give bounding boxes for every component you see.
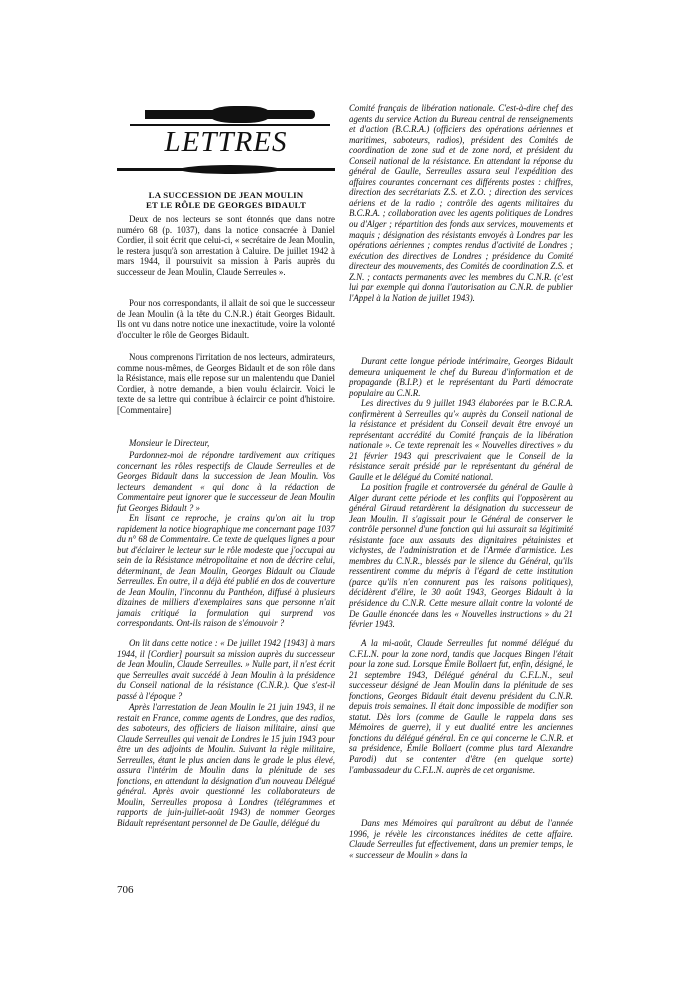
intro-paragraph-1: Deux de nos lecteurs se sont étonnés que dans notre numéro 68 (p. 1037), dans la notice consacrée à Daniel Cordier, il soit écrit que celui-ci, « secrétaire de Jean Moulin, le restera jusqu'à son arrestation à Caluire. De juillet 1942 à mars 1944, il poursuivit sa mission à Paris auprès du successeur de Jean Moulin, Claude Serreules ». <box>117 214 335 277</box>
right-paragraph-4: La position fragile et controversée du général de Gaulle à Alger durant cette période et les conflits qui l'opposèrent au général Giraud retardèrent la désignation du successeur de Jean Moulin. Il s'agissait pour le Général de conserver le contrôle personnel d'une fonction qui lui assurait sa légitimité résistante face aux assauts des dignitaires pétainistes et vichystes, de l'administration et de l'Armée d'armistice. Les membres du C.N.R., blessés par le silence du Général, qu'ils ressentirent comme du mépris à l'égard de cette institution (parce qu'ils n'en connurent pas les raisons politiques), décidèrent d'élire, le 30 août 1943, Georges Bidault à la présidence du C.N.R. Cette mesure allait contre la volonté de De Gaulle énoncée dans les « Nouvelles instructions » du 21 février 1943. <box>349 482 573 630</box>
right-paragraph-2: Durant cette longue période intérimaire, Georges Bidault demeura uniquement le chef du Bureau d'information et de propagande (B.I.P.) et le représentant du Parti démocrate populaire au C.N.R. <box>349 356 573 398</box>
right-paragraph-5: A la mi-août, Claude Serreulles fut nommé délégué du C.F.L.N. pour la zone nord, tandis que Jacques Bingen l'était pour la zone sud. Lorsque Émile Bollaert fut, enfin, désigné, le 21 septembre 1943, Délégué général du C.F.L.N., seul successeur désigné de Jean Moulin dans la plénitude de ses fonctions, Georges Bidault était devenu président du C.N.R. depuis trois semaines. Il était donc impossible de modifier son statut. Dès lors (comme de Gaulle le rappela dans ses Mémoires de guerre), il y eut dualité entre les anciennes fonctions du délégué général. En ce qui concerne le C.N.R. et sa présidence, Émile Bollaert (comme plus tard Alexandre Parodi) dut se contenter d'être (en quelque sorte) l'ambassadeur du C.F.L.N. auprès de cet organisme. <box>349 638 573 775</box>
title-ornament-center <box>210 106 270 123</box>
heading-line-1: LA SUCCESSION DE JEAN MOULIN <box>148 190 304 200</box>
intro-paragraph-2: Pour nos correspondants, il allait de soi que le successeur de Jean Moulin (à la tête du C.N.R.) était Georges Bidault. Ils ont vu dans notre notice une inexactitude, voire la volonté d'occulter le rôle de Georges Bidault. <box>117 298 335 340</box>
heading-line-2: ET LE RÔLE DE GEORGES BIDAULT <box>145 200 307 210</box>
right-paragraph-3: Les directives du 9 juillet 1943 élaborées par le B.C.R.A. confirmèrent à Serreulles qu'« auprès du Conseil national de la résistance et président du Conseil devait être envoyé un représentant accrédité du Comité français de la libération nationale ». Ce texte reprenait les « Nouvelles directives » du 21 février 1943 qui prescrivaient que le Conseil de la résistance serait présidé par le représentant du général de Gaulle et le délégué du Comité national. <box>349 398 573 482</box>
letter-paragraph-4: Après l'arrestation de Jean Moulin le 21 juin 1943, il ne restait en France, comme agents de Londres, que des radios, des saboteurs, des officiers de liaison militaire, ainsi que Claude Serreulles qui venait de Londres le 15 juin 1943 pour être un des adjoints de Moulin. Suivant la règle militaire, Serreulles, étant le plus ancien dans le grade le plus élevé, assura l'intérim de Moulin dans la plénitude de ses fonctions, en attendant la désignation d'un nouveau Délégué général. Après avoir questionné les collaborateurs de Moulin, Serreulles proposa à Londres (télégrammes et rapports de juin-juillet-août 1943) de nommer Georges Bidault représentant personnel de De Gaulle, délégué du <box>117 702 335 829</box>
title-ornament-bottom <box>180 165 280 174</box>
right-paragraph-6: Dans mes Mémoires qui paraîtront au début de l'année 1996, je révèle les circonstances inédites de cette affaire. Claude Serreulles fut effectivement, dans un premier temps, le « successeur de Moulin » dans la <box>349 818 573 860</box>
letter-paragraph-2: En lisant ce reproche, je crains qu'on ait lu trop rapidement la notice biographique me concernant page 1037 du n° 68 de Commentaire. Ce texte de quelques lignes a pour but d'éclairer le lecteur sur le rôle modeste que j'occupai au sein de la Résistance métropolitaine et non de décrire celui, déterminant, de Jean Moulin, Georges Bidault ou Claude Serreulles. En outre, il a déjà été publié en dos de couverture de Jean Moulin, l'inconnu du Panthéon, diffusé à plusieurs dizaines de milliers d'exemplaires sans que personne n'ait jamais critiqué la formulation qui surprend vos correspondants. Ont-ils raison de s'émouvoir ? <box>117 513 335 629</box>
article-heading <box>117 190 335 210</box>
letter-salutation: Monsieur le Directeur, <box>129 438 210 448</box>
section-title: LETTRES <box>164 126 288 158</box>
letter-paragraph-1: Pardonnez-moi de répondre tardivement aux critiques concernant les rôles respectifs de Claude Serreulles et de Georges Bidault dans la succession de Jean Moulin. Vos lecteurs demandent « qui donc à la rédaction de Commentaire peut ignorer que le successeur de Jean Moulin fut Georges Bidault ? » <box>117 450 335 513</box>
right-paragraph-1: Comité français de libération nationale. C'est-à-dire chef des agents du service Action du Bureau central de renseignements et d'action (B.C.R.A.) (officiers des opérations aériennes et maritimes, saboteurs, radios), président des Comités de coordination de zone sud et de zone nord, et président du Conseil national de la résistance. En attendant la réponse du général de Gaulle, Serreulles assura seul l'expédition des affaires courantes concernant ces différents postes : chiffres, direction des secrétariats Z.S. et Z.O. ; direction des services aériens et de la radio ; contrôle des agents militaires du B.C.R.A. ; collaboration avec les agents politiques de Londres ou d'Alger ; répartition des fonds aux services, mouvements et maquis ; désignation des résistants envoyés à Londres par les opérations aériennes ; comptes rendus d'activité de Londres ; exécution des directives de Londres ; présidence du Comité directeur des mouvements, des Comités de coordination Z.S. et Z.N. ; contacts permanents avec les membres du C.N.R. (c'est lui par exemple qui donna l'autorisation au C.N.R. de publier l'Appel à la Nation de juillet 1943). <box>349 103 573 303</box>
letter-paragraph-3: On lit dans cette notice : « De juillet 1942 [1943] à mars 1944, il [Cordier] poursuit sa mission auprès du successeur de Jean Moulin, Claude Serreulles. » Nulle part, il n'est écrit que Serreulles avait succédé à Jean Moulin à la présidence du Conseil national de la résistance (C.N.R.). Que s'est-il passé à l'époque ? <box>117 638 335 701</box>
page-number: 706 <box>117 884 134 896</box>
intro-paragraph-3: Nous comprenons l'irritation de nos lecteurs, admirateurs, comme nous-mêmes, de Georges Bidault et de son rôle dans la Résistance, mais elle repose sur un malentendu que Daniel Cordier, à notre demande, a bien voulu éclaircir. Voici le texte de sa lettre qui contribue à éclaircir ce point d'histoire. [Commentaire] <box>117 352 335 415</box>
